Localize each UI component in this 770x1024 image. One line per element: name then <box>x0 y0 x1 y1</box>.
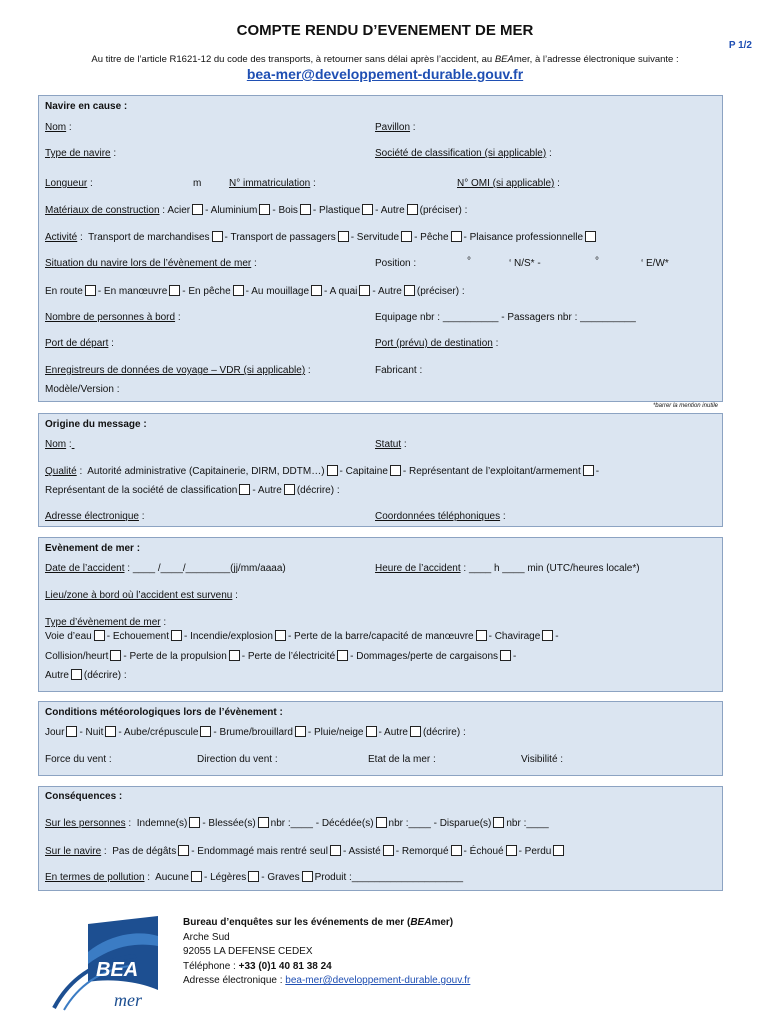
checkbox-jour[interactable] <box>66 726 77 737</box>
label: Nom <box>45 122 67 133</box>
opt: - Incendie/explosion <box>183 631 273 642</box>
checkbox-transport-passagers[interactable] <box>338 231 349 242</box>
checkbox-aucune[interactable] <box>191 871 202 882</box>
bea-mer-logo <box>50 912 162 1012</box>
opt: - Nuit <box>79 727 104 738</box>
label: N° OMI (si applicable) <box>457 178 555 189</box>
checkbox-blessee[interactable] <box>258 817 269 828</box>
org-bea: BEA <box>410 917 432 928</box>
opt: - Perte de l’électricité <box>241 651 336 662</box>
etat-mer-field[interactable]: Etat de la mer : <box>368 754 436 765</box>
ns-label: ‘ N/S* - <box>509 258 541 269</box>
section-origine <box>38 413 723 527</box>
checkbox-autre-evenement[interactable] <box>71 669 82 680</box>
checkbox-assiste[interactable] <box>383 845 394 856</box>
nom-field[interactable]: Nom : <box>45 122 72 133</box>
label: En termes de pollution <box>45 872 145 883</box>
checkbox-au-mouillage[interactable] <box>311 285 322 296</box>
direction-vent-field[interactable]: Direction du vent : <box>197 754 278 765</box>
checkbox-perte-electricite[interactable] <box>337 650 348 661</box>
checkbox-en-manoeuvre[interactable] <box>169 285 180 296</box>
form-title: COMPTE RENDU D’EVENEMENT DE MER <box>236 22 534 39</box>
opt: - Perdu <box>518 846 552 857</box>
section-heading: Conditions météorologiques lors de l’évènement : <box>45 707 283 718</box>
opt: Représentant de la société de classification <box>45 485 238 496</box>
opt: - Dommages/perte de cargaisons <box>350 651 499 662</box>
section-navire <box>38 95 723 402</box>
section-heading: Navire en cause : <box>45 101 128 112</box>
opt: nbr :____ <box>506 818 549 829</box>
checkbox-servitude[interactable] <box>401 231 412 242</box>
label: Port de départ <box>45 338 109 349</box>
checkbox-chavirage[interactable] <box>542 630 553 641</box>
opt: Indemne(s) <box>136 818 188 829</box>
checkbox-brume[interactable] <box>295 726 306 737</box>
label: Société de classification (si applicable) <box>375 148 547 159</box>
label: Qualité <box>45 466 77 477</box>
opt: - Brume/brouillard <box>213 727 293 738</box>
section-heading: Origine du message : <box>45 419 147 430</box>
opt: (décrire) : <box>422 727 466 738</box>
opt: - Représentant de l’exploitant/armement <box>402 466 581 477</box>
statut-field[interactable]: Statut : <box>375 439 407 450</box>
opt: - Transport de passagers <box>224 232 336 243</box>
opt: - Autre <box>378 727 408 738</box>
checkbox-endommage[interactable] <box>330 845 341 856</box>
label: Longueur <box>45 178 88 189</box>
meteo-row <box>45 726 466 738</box>
opt: Jour <box>45 727 65 738</box>
pollution-row: En termes de pollution : Aucune - Légères - Graves Produit :____________________ <box>45 872 464 883</box>
opt: - Pluie/neige <box>307 727 364 738</box>
degree-lat: ° <box>467 256 471 267</box>
label: N° immatriculation <box>229 178 311 189</box>
port-destination-field[interactable]: Port (prévu) de destination : <box>375 338 499 349</box>
checkbox-pas-degats[interactable] <box>178 845 189 856</box>
intro-bea: BEA <box>494 54 514 65</box>
opt: Pas de dégâts <box>112 846 177 857</box>
opt: - Endommagé mais rentré seul <box>191 846 328 857</box>
label: Type d’évènement de mer <box>45 617 161 628</box>
opt: - Aluminium <box>205 205 258 216</box>
opt: - Pêche <box>414 232 449 243</box>
situation-row <box>45 285 465 297</box>
label: Nombre de personnes à bord <box>45 312 176 323</box>
opt: - Aube/crépuscule <box>118 727 199 738</box>
label: Coordonnées téléphoniques <box>375 511 501 522</box>
personnes-row: Sur les personnes : Indemne(s) - Blessée(s) nbr :____ - Décédée(s) nbr :____ - Disparue(s) nbr :____ <box>45 818 549 829</box>
checkbox-autorite[interactable] <box>327 465 338 476</box>
label: Activité <box>45 232 78 243</box>
checkbox-peche[interactable] <box>451 231 462 242</box>
opt: - Perte de la barre/capacité de manœuvre <box>287 631 474 642</box>
opt: Acier <box>167 205 191 216</box>
phone-number: +33 (0)1 40 81 38 24 <box>238 960 332 972</box>
omi-field[interactable]: N° OMI (si applicable) : <box>457 178 560 189</box>
opt: - Autre <box>252 485 282 496</box>
immatriculation-field[interactable]: N° immatriculation : <box>229 178 316 189</box>
footer-address-1: Arche Sud <box>183 931 230 943</box>
label: Date de l’accident <box>45 563 125 574</box>
opt: En route <box>45 286 83 297</box>
footer-phone <box>183 960 470 975</box>
label: Adresse électronique <box>45 511 139 522</box>
opt: - Plaisance professionnelle <box>463 232 584 243</box>
coordonnees-field[interactable]: Coordonnées téléphoniques : <box>375 511 506 522</box>
opt: - En manœuvre <box>97 286 168 297</box>
opt: (préciser) : <box>419 205 468 216</box>
checkbox-bois[interactable] <box>300 204 311 215</box>
nombre-personnes-field: Nombre de personnes à bord : <box>45 312 181 323</box>
checkbox-en-peche[interactable] <box>233 285 244 296</box>
checkbox-pluie[interactable] <box>366 726 377 737</box>
equipage-passagers-field[interactable]: Equipage nbr : __________ - Passagers nbr : __________ <box>375 312 636 323</box>
opt: (décrire) : <box>296 485 340 496</box>
opt: - Servitude <box>350 232 400 243</box>
checkbox-nuit[interactable] <box>105 726 116 737</box>
pavillon-field[interactable]: Pavillon : <box>375 122 416 133</box>
logo-bea-text: BEA <box>96 959 139 981</box>
checkbox-autre-meteo[interactable] <box>410 726 421 737</box>
label: Statut <box>375 439 402 450</box>
modele-field[interactable]: Modèle/Version : <box>45 384 120 395</box>
label: Matériaux de construction <box>45 205 160 216</box>
footer-contact <box>183 916 470 989</box>
checkbox-dommages-cargaisons[interactable] <box>500 650 511 661</box>
longueur-field[interactable]: Longueur : <box>45 178 93 189</box>
opt: (préciser) : <box>416 286 465 297</box>
opt: - Au mouillage <box>245 286 310 297</box>
societe-classification-field[interactable]: Société de classification (si applicable) : <box>375 148 552 159</box>
contact-email-link[interactable]: bea-mer@developpement-durable.gouv.fr <box>246 66 524 82</box>
opt: - Perte de la propulsion <box>123 651 227 662</box>
opt: - Autre <box>372 286 402 297</box>
qualite-row-2 <box>45 484 340 496</box>
type-row-2 <box>45 650 516 662</box>
opt: Produit :____________________ <box>314 872 464 883</box>
adresse-electronique-field[interactable]: Adresse électronique : <box>45 511 145 522</box>
heure-accident-field[interactable] <box>375 563 640 574</box>
section-evenement <box>38 537 723 692</box>
checkbox-decedee[interactable] <box>376 817 387 828</box>
fabricant-field[interactable]: Fabricant : <box>375 365 423 376</box>
section-consequences <box>38 786 723 891</box>
checkbox-en-route[interactable] <box>85 285 96 296</box>
section-heading: Conséquences : <box>45 791 123 802</box>
label: Nom <box>45 439 67 450</box>
label: Sur les personnes <box>45 818 126 829</box>
checkbox-a-quai[interactable] <box>359 285 370 296</box>
type-row-1 <box>45 630 559 642</box>
checkbox-collision[interactable] <box>110 650 121 661</box>
checkbox-graves[interactable] <box>302 871 313 882</box>
checkbox-perdu[interactable] <box>553 845 564 856</box>
email-label: Adresse électronique : <box>183 975 286 986</box>
checkbox-perte-propulsion[interactable] <box>229 650 240 661</box>
page-number: P 1/2 <box>728 40 752 51</box>
opt: Collision/heurt <box>45 651 109 662</box>
label: Situation du navire lors de l’évènement de mer <box>45 258 252 269</box>
checkbox-capitaine[interactable] <box>390 465 401 476</box>
opt: - Bois <box>272 205 298 216</box>
checkbox-echoue[interactable] <box>506 845 517 856</box>
opt: (décrire) : <box>83 670 127 681</box>
opt: - Blessée(s) <box>202 818 256 829</box>
checkbox-aube[interactable] <box>200 726 211 737</box>
lieu-field[interactable]: Lieu/zone à bord où l’accident est survenu : <box>45 590 238 601</box>
opt: - Remorqué <box>395 846 449 857</box>
origine-nom-field[interactable]: Nom : <box>45 439 72 450</box>
type-row-3 <box>45 669 127 681</box>
qualite-row: Qualité : Autorité administrative (Capitainerie, DIRM, DDTM…) - Capitaine - Représentant de l’exploitant/armement - <box>45 466 600 477</box>
opt: Transport de marchandises <box>88 232 210 243</box>
opt: - Capitaine <box>339 466 388 477</box>
checkbox-transport-marchandises[interactable] <box>212 231 223 242</box>
heure-format: : ____ h ____ min (UTC/heures locale*) <box>460 563 640 574</box>
opt: - <box>555 631 559 642</box>
opt: Disparue(s) <box>439 818 492 829</box>
position-label: Position : <box>375 258 417 269</box>
checkbox-societe-classification[interactable] <box>239 484 250 495</box>
section-meteo <box>38 701 723 776</box>
checkbox-disparue[interactable] <box>493 817 504 828</box>
force-vent-field[interactable]: Force du vent : <box>45 754 112 765</box>
label: Sur le navire <box>45 846 102 857</box>
opt: - A quai <box>324 286 358 297</box>
checkbox-autre-situation[interactable] <box>404 285 415 296</box>
opt: Autre <box>45 670 69 681</box>
footer-org <box>183 916 470 931</box>
footer-email-link[interactable]: bea-mer@developpement-durable.gouv.fr <box>285 975 471 986</box>
label: Enregistreurs de données de voyage – VDR (si applicable) <box>45 365 306 376</box>
date-format: : ____ /____/________(jj/mm/aaaa) <box>124 563 286 574</box>
opt: - <box>595 466 600 477</box>
footer-email <box>183 974 470 989</box>
intro-part: Au titre de l’article R1621-12 du code des transports, à retourner sans délai après l’accident, au <box>91 54 495 65</box>
section-heading: Evènement de mer : <box>45 543 141 554</box>
label: Port (prévu) de destination <box>375 338 493 349</box>
checkbox-autre-qualite[interactable] <box>284 484 295 495</box>
checkbox-exploitant[interactable] <box>583 465 594 476</box>
opt: - Chavirage <box>488 631 541 642</box>
type-evenement-label: Type d’évènement de mer : <box>45 617 167 628</box>
checkbox-plaisance[interactable] <box>585 231 596 242</box>
degree-lon: ° <box>595 256 599 267</box>
opt: - Echouement <box>106 631 169 642</box>
checkbox-legeres[interactable] <box>248 871 259 882</box>
port-depart-field[interactable]: Port de départ : <box>45 338 114 349</box>
materiaux-row: Matériaux de construction : Acier - Aluminium - Bois - Plastique - Autre (préciser) : <box>45 205 468 216</box>
situation-field: Situation du navire lors de l’évènement de mer : <box>45 258 257 269</box>
checkbox-plastique[interactable] <box>362 204 373 215</box>
opt: Autorité administrative (Capitainerie, DIRM, DDTM…) <box>87 466 325 477</box>
ew-label: ‘ E/W* <box>641 258 669 269</box>
date-accident-field[interactable] <box>45 563 286 574</box>
label: Type de navire <box>45 148 111 159</box>
unit-m: m <box>193 178 202 189</box>
label: Pavillon <box>375 122 411 133</box>
checkbox-indemne[interactable] <box>189 817 200 828</box>
logo-mer-text: mer <box>114 990 142 1010</box>
label: Heure de l’accident <box>375 563 461 574</box>
opt: - Plastique <box>312 205 361 216</box>
checkbox-incendie[interactable] <box>275 630 286 641</box>
org-part: mer) <box>431 917 454 928</box>
activite-row: Activité : Transport de marchandises - Transport de passagers - Servitude - Pêche - Plaisance professionnelle <box>45 231 598 243</box>
opt: - Graves <box>261 872 300 883</box>
opt: - En pêche <box>182 286 231 297</box>
navire-row: Sur le navire : Pas de dégâts - Endommagé mais rentré seul - Assisté - Remorqué - Échoué - Perdu <box>45 845 566 857</box>
opt: - <box>513 651 517 662</box>
opt: - Échoué <box>463 846 504 857</box>
opt: - Légères <box>204 872 247 883</box>
checkbox-echouement[interactable] <box>171 630 182 641</box>
checkbox-remorque[interactable] <box>451 845 462 856</box>
logo-graphic <box>50 912 162 1012</box>
label: Lieu/zone à bord où l’accident est survenu <box>45 590 233 601</box>
footnote: *barrer la mention inutile <box>652 403 718 409</box>
opt: - Autre <box>375 205 405 216</box>
opt: - Assisté <box>342 846 381 857</box>
phone-label: Téléphone : <box>183 960 239 972</box>
type-navire-field[interactable]: Type de navire : <box>45 148 117 159</box>
opt: Aucune <box>155 872 189 883</box>
org-part: Bureau d’enquêtes sur les événements de mer ( <box>183 917 411 928</box>
intro-text <box>0 54 770 65</box>
checkbox-autre[interactable] <box>407 204 418 215</box>
intro-part: mer, à l’adresse électronique suivante : <box>513 54 679 65</box>
opt: nbr :____ - <box>388 818 437 829</box>
checkbox-perte-barre[interactable] <box>476 630 487 641</box>
opt: Décédée(s) <box>321 818 374 829</box>
visibilite-field[interactable]: Visibilité : <box>521 754 564 765</box>
vdr-field: Enregistreurs de données de voyage – VDR (si applicable) : <box>45 365 311 376</box>
opt: Voie d’eau <box>45 631 92 642</box>
footer-address-2: 92055 LA DEFENSE CEDEX <box>183 946 313 957</box>
checkbox-acier[interactable] <box>192 204 203 215</box>
checkbox-voie-eau[interactable] <box>94 630 105 641</box>
checkbox-aluminium[interactable] <box>259 204 270 215</box>
opt: nbr :____ - <box>270 818 320 829</box>
